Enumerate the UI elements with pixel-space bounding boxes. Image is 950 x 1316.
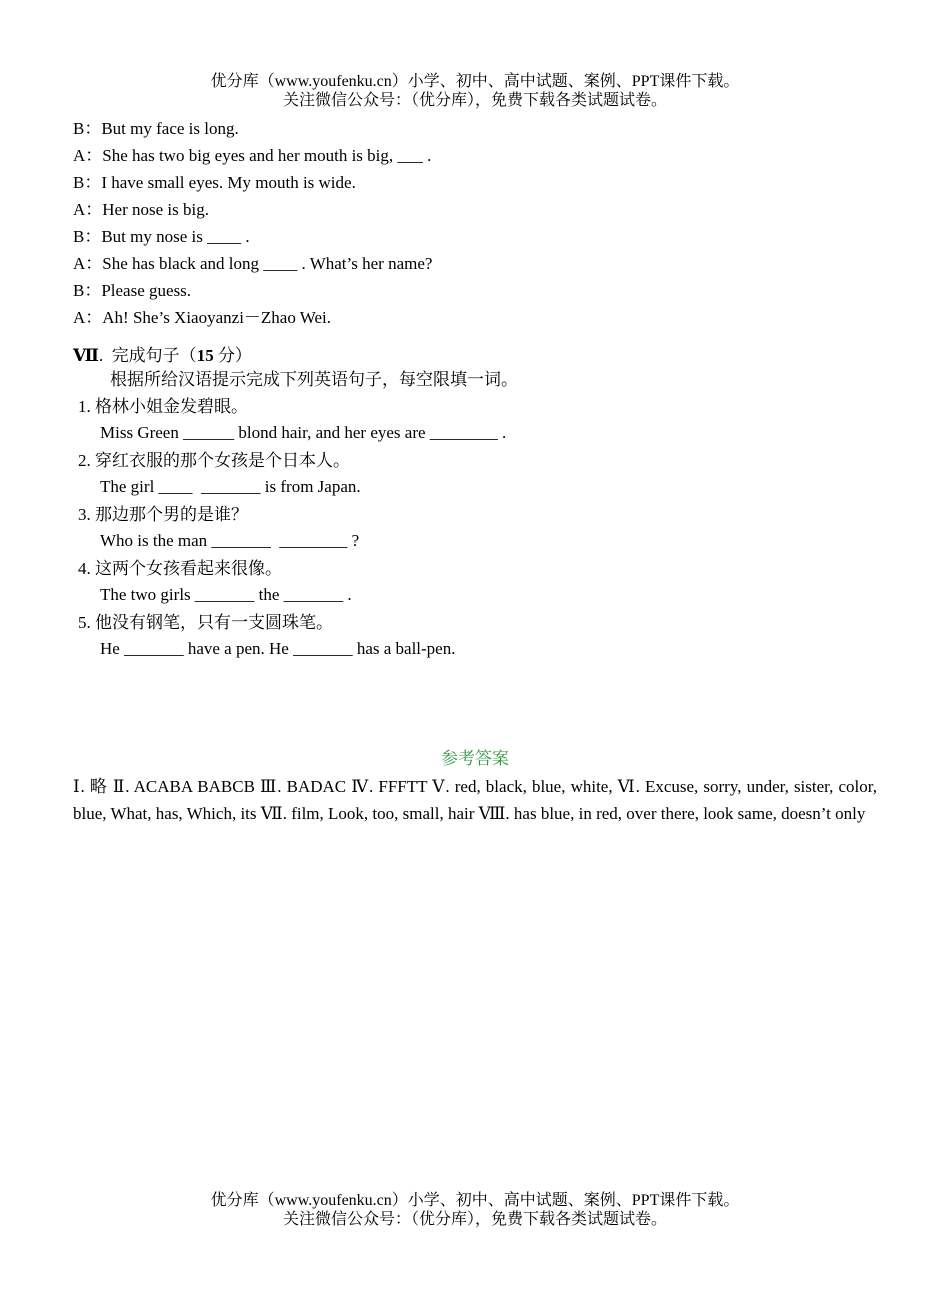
dialogue-block (73, 118, 883, 334)
section-number: Ⅶ (73, 346, 99, 365)
question-sentence: The two girls _______ the _______ . (100, 585, 352, 604)
page-footer (0, 1191, 950, 1229)
question-sentence: The girl ____ _______ is from Japan. (100, 477, 361, 496)
answers-body: Ⅰ. 略 Ⅱ. ACABA BABCB Ⅲ. BADAC Ⅳ. FFFTT Ⅴ. red, black, blue, white, Ⅵ. Excuse, sorry, under, sister, color, blue, What, has, Which, its Ⅶ. film, Look, too, small, hair Ⅷ. has blue, in red, over there, look same, doesn’t only (73, 777, 877, 823)
dialogue-line: A：Her nose is big. (73, 200, 209, 219)
question-sentence: He _______ have a pen. He _______ has a ball-pen. (100, 639, 456, 658)
dialogue-line: B：But my face is long. (73, 119, 239, 138)
dialogue-line: B：I have small eyes. My mouth is wide. (73, 173, 356, 192)
dialogue-line: A：Ah! She’s Xiaoyanzi－Zhao Wei. (73, 308, 331, 327)
section-score: 15 (196, 346, 214, 365)
question-sentence: Miss Green ______ blond hair, and her eyes are ________ . (100, 423, 507, 442)
header-line-1: 优分库（www.youfenku.cn）小学、初中、高中试题、案例、PPT课件下载。 (210, 73, 740, 90)
dialogue-line: A：She has black and long ____ . What’s her name? (73, 254, 433, 273)
section-title-text: 完成句子（ (111, 346, 197, 365)
footer-line-2: 关注微信公众号：（优分库），免费下载各类试题试卷。 (282, 1211, 667, 1228)
section-separator: . (98, 346, 104, 365)
section-7-title (73, 344, 883, 368)
dialogue-line: B：Please guess. (73, 281, 192, 300)
answers-title: 参考答案 (441, 749, 509, 768)
section-7 (73, 344, 883, 665)
dialogue-line: A：She has two big eyes and her mouth is big, ___ . (73, 146, 432, 165)
footer-line-1: 优分库（www.youfenku.cn）小学、初中、高中试题、案例、PPT课件下载。 (210, 1192, 740, 1209)
question-prompt: 1. 格林小姐金发碧眼。 (78, 397, 248, 416)
question-prompt: 3. 那边那个男的是谁？ (78, 505, 248, 524)
question-prompt: 4. 这两个女孩看起来很像。 (78, 559, 282, 578)
question-sentence: Who is the man _______ ________ ? (100, 531, 360, 550)
question-prompt: 2. 穿红衣服的那个女孩是个日本人。 (78, 451, 350, 470)
header-line-2: 关注微信公众号：（优分库），免费下载各类试题试卷。 (282, 92, 667, 109)
dialogue-line: B：But my nose is ____ . (73, 227, 250, 246)
page-header (0, 72, 950, 110)
section-7-instruction: 根据所给汉语提示完成下列英语句子，每空限填一词。 (110, 370, 518, 389)
question-prompt: 5. 他没有钢笔，只有一支圆珠笔。 (78, 613, 333, 632)
section-title-end: 分） (217, 346, 252, 365)
